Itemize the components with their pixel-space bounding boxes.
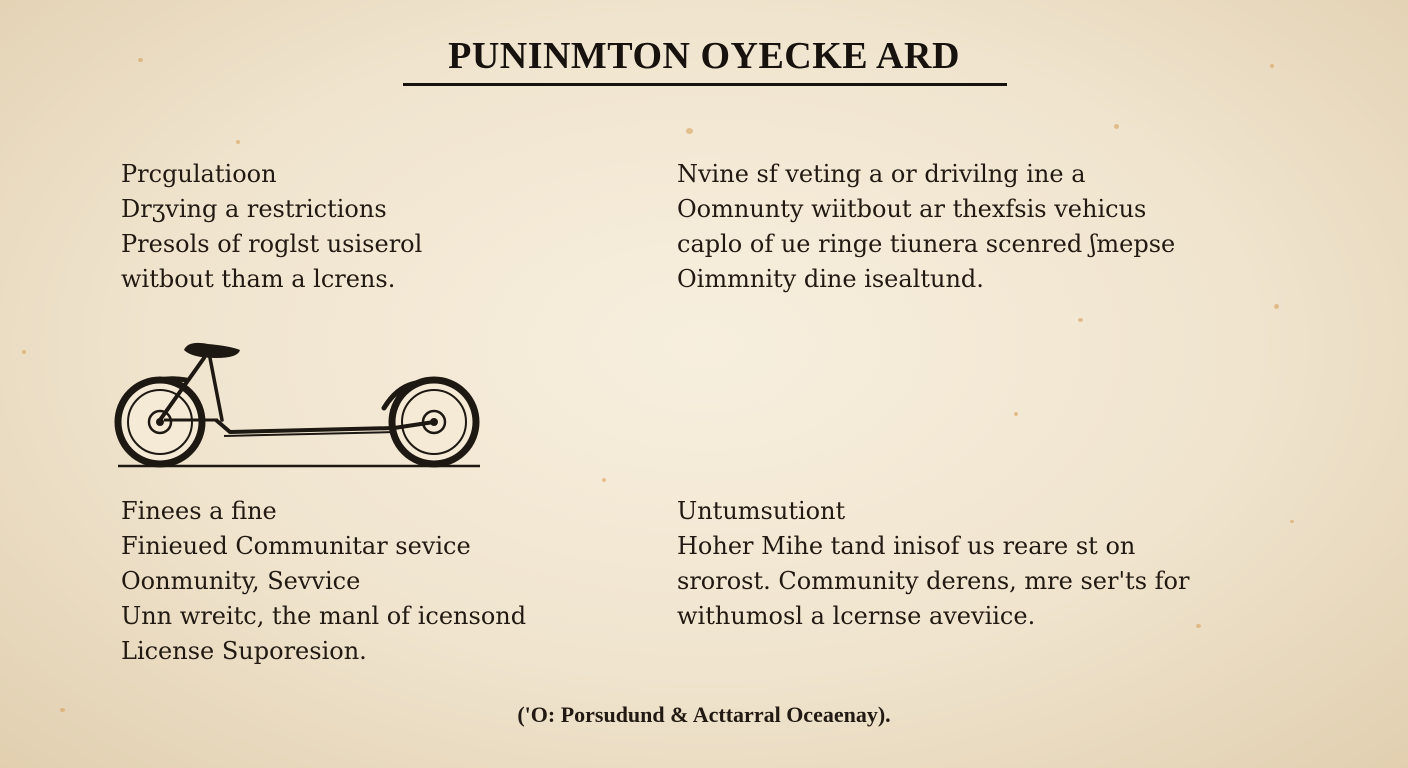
paper-speck [1114, 124, 1119, 129]
paper-speck [602, 478, 606, 482]
text-line: withumosl a lcernse aveviice. [677, 602, 1036, 630]
text-line: Finieued Communitar sevice [121, 532, 471, 560]
paper-speck [1290, 520, 1294, 523]
text-line: Presols of roglst usiserol [121, 230, 423, 258]
text-line: Hoher Mihe tand inisof us reare st on [677, 532, 1136, 560]
footer-note: ('O: Porsudund & Acttarral Oceaenay). [517, 702, 891, 727]
text-block-top-right [677, 157, 1175, 297]
paper-speck [1274, 304, 1279, 309]
paper-speck [22, 350, 26, 354]
kick-scooter-icon [112, 336, 484, 472]
text-line: Unn wreitc, the manl of icensond [121, 602, 527, 630]
text-line: Oomnunty wiitbout ar thexfsis vehicus [677, 195, 1147, 223]
text-line: Drʒving a restrictions [121, 195, 387, 223]
page-title: PUNINMTON OYECKE ARD [448, 35, 960, 77]
paper-speck [236, 140, 240, 144]
paper-speck [1014, 412, 1018, 416]
text-line: srorost. Community derens, mre ser'ts for [677, 567, 1190, 595]
text-line: Oonmunity, Sevvice [121, 567, 361, 595]
text-block-bottom-right [677, 494, 1189, 634]
text-line: Untumsutiont [677, 497, 846, 525]
text-line: License Suporesion. [121, 637, 367, 665]
text-line: Oimmnity dine isealtund. [677, 265, 984, 293]
text-block-top-left [121, 157, 422, 297]
paper-speck [686, 128, 693, 134]
text-line: Prcgulatioon [121, 160, 277, 188]
text-line: witbout tham a lcrens. [121, 265, 396, 293]
paper-speck [1196, 624, 1201, 628]
text-line: Nvine sf veting a or drivilng ine a [677, 160, 1086, 188]
text-line: caplo of ue ringe tiunera scenred ʃmepse [677, 230, 1176, 258]
text-line: Finees a fine [121, 497, 277, 525]
paper-speck [1078, 318, 1083, 322]
title-underline [403, 83, 1007, 86]
text-block-bottom-left [121, 494, 526, 669]
